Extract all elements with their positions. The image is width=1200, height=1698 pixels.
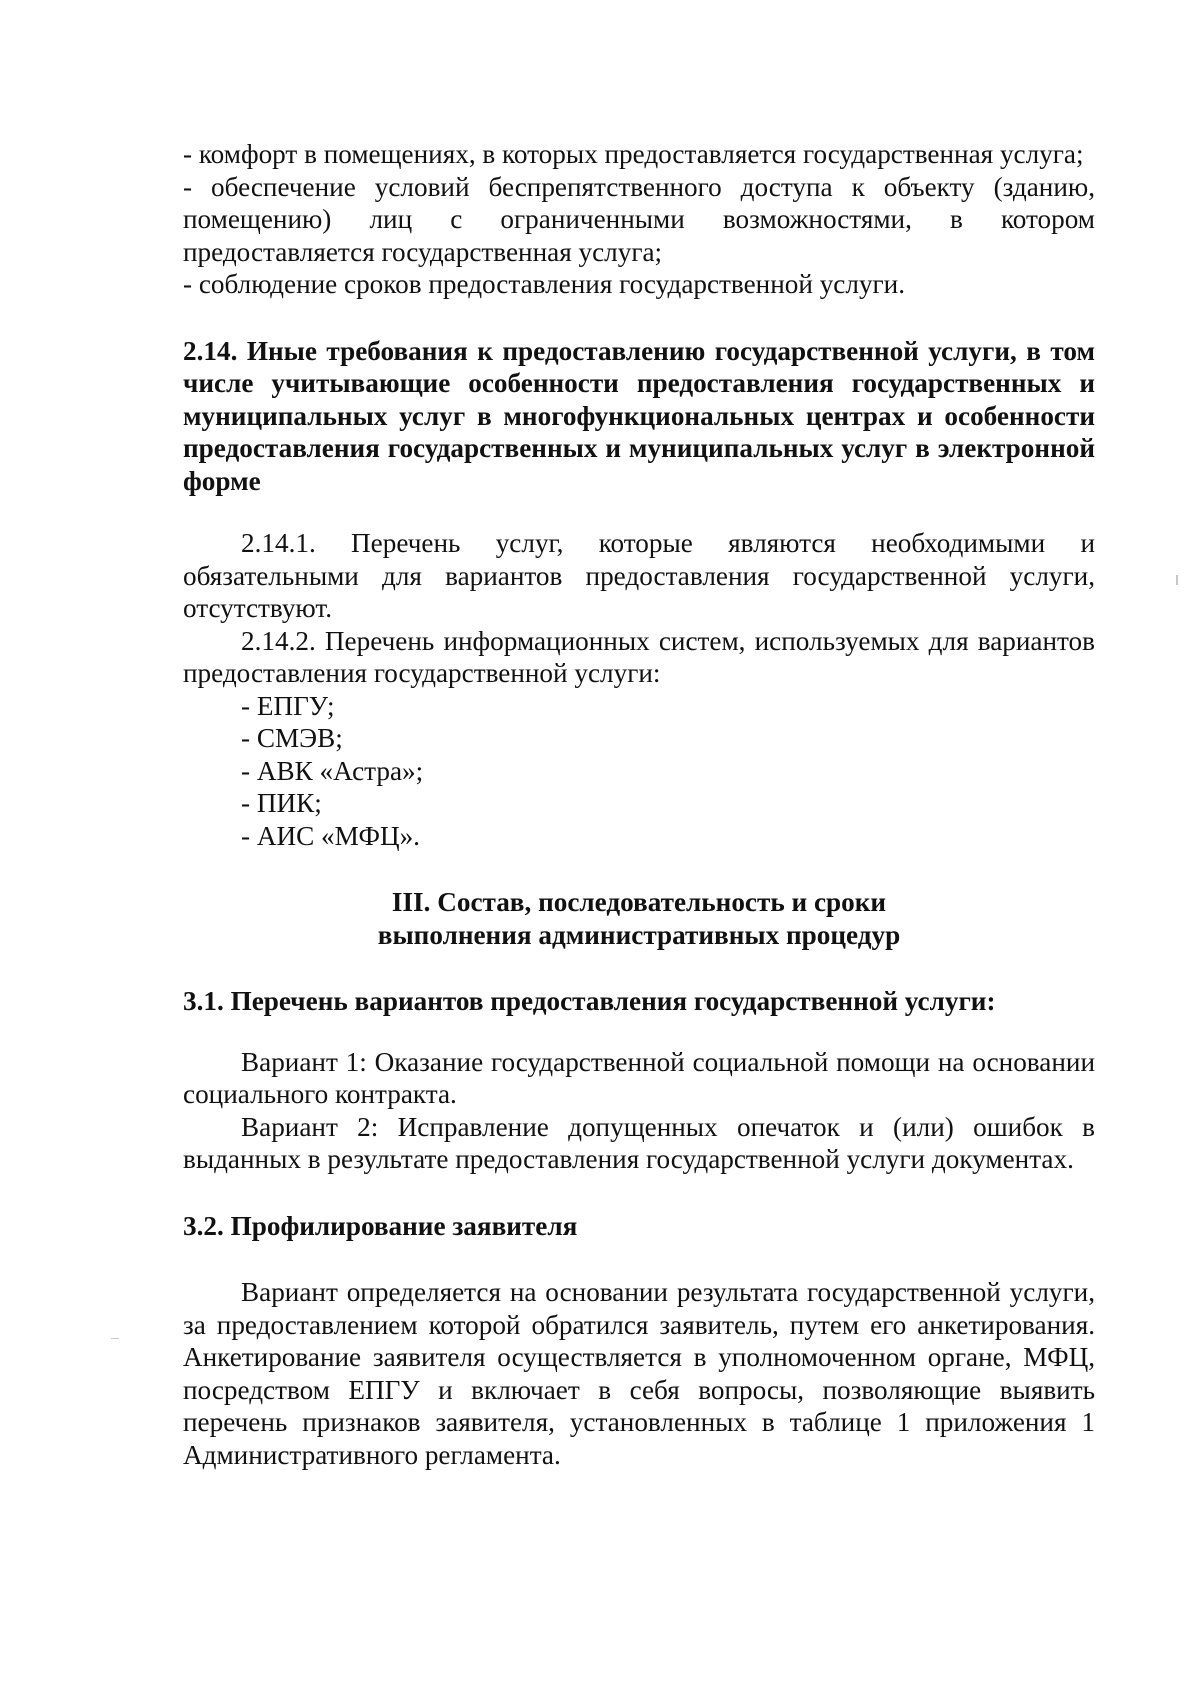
system-list-item: - ПИК; (241, 788, 322, 818)
section-3-2-text: Вариант определяется на основании результата государственной услуги, за предоставлением которой обратился заявитель, путем его анкетирования. Анкетирование заявителя осуществляется в уполномоченном органе, МФЦ, посредством ЕПГУ и включает в себя вопросы, позволяющие выявить перечень признаков заявителя, установленных в таблице 1 приложения 1 Административного регламента. (183, 1277, 1095, 1470)
scan-mark-left (111, 1338, 119, 1339)
bullet-accessibility: - обеспечение условий беспрепятственного доступа к объекту (зданию, помещению) лиц с ограниченными возможностями, в котором предоставляется государственная услуга; (183, 171, 1095, 267)
system-list-item: - СМЭВ; (241, 723, 343, 753)
section-3-title-line2: выполнения административных процедур (377, 919, 901, 950)
system-list-item: - ЕПГУ; (241, 690, 335, 721)
section-2-14-1-text: 2.14.1. Перечень услуг, которые являются необходимыми и обязательными для вариантов предоставления государственной услуги, отсутствуют. (183, 528, 1095, 623)
system-list-item: - АИС «МФЦ». (241, 820, 420, 851)
bullet-comfort: - комфорт в помещениях, в которых предоставляется государственная услуга; (183, 139, 1084, 169)
section-2-14-2-text: 2.14.2. Перечень информационных систем, используемых для вариантов предоставления государственной услуги: (183, 625, 1095, 688)
section-2-14-heading: 2.14. Иные требования к предоставлению государственной услуги, в том числе учитывающие особенности предоставления государственных и муниципальных услуг в многофункциональных центрах и особенности предоставления государственных и муниципальных услуг в электронной форме (183, 335, 1095, 496)
section-3-1-heading: 3.1. Перечень вариантов предоставления государственной услуги: (183, 986, 996, 1016)
variant-2-text: Вариант 2: Исправление допущенных опечаток и (или) ошибок в выданных в результате предоставления государственной услуги документах. (183, 1111, 1095, 1174)
section-3-title-line1: III. Состав, последовательность и сроки (391, 887, 887, 917)
section-3-2-heading: 3.2. Профилирование заявителя (183, 1210, 578, 1241)
bullet-deadlines: - соблюдение сроков предоставления государственной услуги. (183, 269, 906, 299)
system-list-item: - АВК «Астра»; (241, 755, 424, 786)
document-page (183, 138, 1095, 1471)
variant-1-text: Вариант 1: Оказание государственной социальной помощи на основании социального контракта. (183, 1046, 1095, 1109)
scan-mark-right (1176, 575, 1178, 585)
